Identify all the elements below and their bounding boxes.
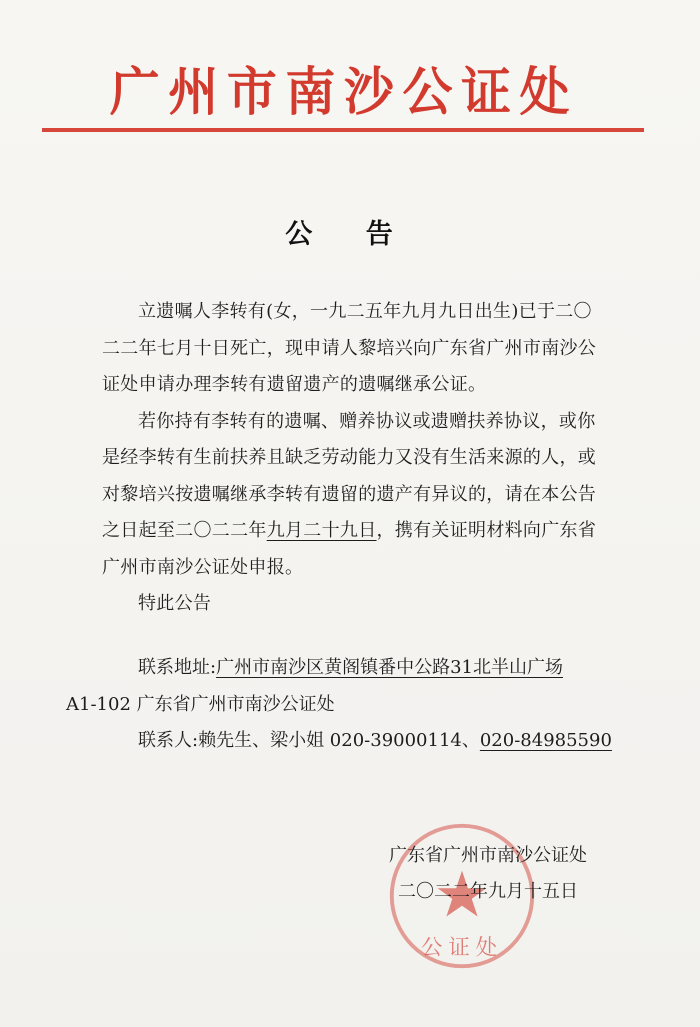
person-label: 联系人: <box>138 730 199 751</box>
paragraph-1: 立遗嘱人李转有(女，一九二五年九月九日出生)已于二〇二二年七月十日死亡，现申请人黎培兴向广东省广州市南沙公证处申请办理李转有遗留遗产的遗嘱继承公证。 <box>102 301 597 395</box>
contact-block <box>66 650 612 760</box>
letterhead-rule <box>42 128 644 132</box>
contact-person-line <box>102 723 612 760</box>
address-line <box>102 650 612 687</box>
address-line-2: A1-102 广东省广州市南沙公证处 <box>66 693 335 715</box>
signature-block <box>368 838 608 910</box>
seal-text: 公证处 <box>421 935 503 961</box>
paragraph-2 <box>102 404 602 587</box>
notice-title: 公 告 <box>285 219 415 250</box>
signature-org: 广东省广州市南沙公证处 <box>389 845 587 866</box>
person-value: 赖先生、梁小姐 020-39000114、 <box>198 730 480 751</box>
address-label: 联系地址: <box>138 657 217 678</box>
signature-date: 二〇二二年九月十五日 <box>398 881 578 902</box>
notice-body <box>102 294 602 623</box>
deadline-date: 九月二十九日 <box>266 520 377 541</box>
phone-2: 020-84985590 <box>479 730 612 751</box>
letterhead-title: 广州市南沙公证处 <box>109 63 579 123</box>
paragraph-3: 特此公告 <box>138 593 212 614</box>
paragraph-2-part-a: 若你持有李转有的遗嘱、赠养协议或遗赠扶养协议，或你是经李转有生前扶养且缺乏劳动能力又没有生活来源的人，或对黎培兴按遗嘱继承李转有遗留的遗产有异议的，请在本公告之日起至二〇二二年 <box>102 410 597 541</box>
paragraph-2-part-b: ，携有关证明材料向广东省广州市南沙公证处申报。 <box>102 520 597 578</box>
address-value: 广州市南沙区黄阁镇番中公路31北半山广场 <box>216 657 563 678</box>
